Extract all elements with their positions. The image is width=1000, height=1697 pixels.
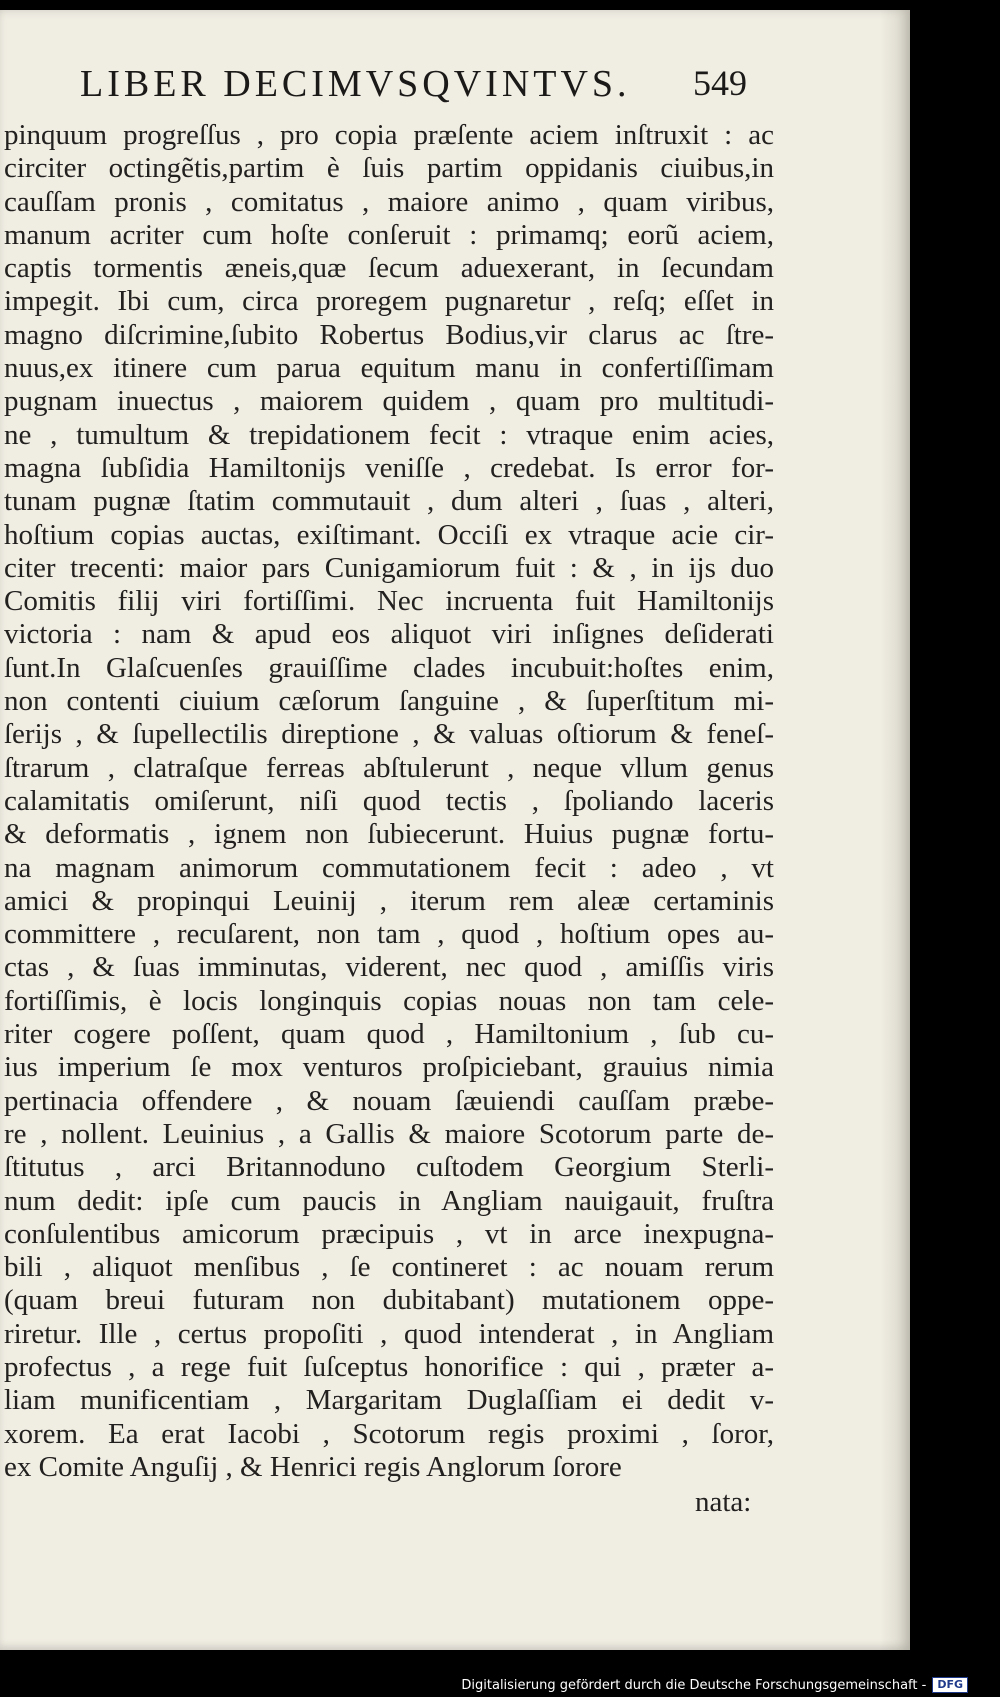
body-text: [4, 119, 774, 1484]
footer-credit: [461, 1677, 968, 1693]
text-line: non contenti ciuium cæſorum ſanguine , & ſuperſtitum mi-: [4, 685, 774, 718]
dfg-logo: DFG: [932, 1677, 968, 1693]
text-line: pugnam inuectus , maiorem quidem , quam pro multitudi-: [4, 385, 774, 418]
text-line: na magnam animorum commutationem fecit : adeo , vt: [4, 851, 774, 884]
text-line: nuus,ex itinere cum parua equitum manu in confertiſſimam: [4, 352, 774, 385]
text-line: impegit. Ibi cum, circa proregem pugnaretur , reſq; eſſet in: [4, 285, 774, 318]
footer-text: Digitalisierung gefördert durch die Deutsche Forschungsgemeinschaft -: [461, 1677, 927, 1693]
text-line: ſunt.In Glaſcuenſes grauiſſime clades incubuit:hoſtes enim,: [4, 651, 774, 684]
book-page: [0, 10, 910, 1650]
text-line: (quam breui futuram non dubitabant) mutationem oppe-: [4, 1284, 774, 1317]
text-line: bili , aliquot menſibus , ſe contineret : ac nouam rerum: [4, 1251, 774, 1284]
text-line: magna ſubſidia Hamiltonijs veniſſe , credebat. Is error for-: [4, 451, 774, 484]
text-line: & deformatis , ignem non ſubiecerunt. Huius pugnæ fortu-: [4, 818, 774, 851]
text-line: ne , tumultum & trepidationem fecit : vtraque enim acies,: [4, 418, 774, 451]
catchword: nata:: [695, 1486, 752, 1518]
text-line: re , nollent. Leuinius , a Gallis & maiore Scotorum parte de-: [4, 1117, 774, 1150]
text-line: ctas , & ſuas imminutas, viderent, nec quod , amiſſis viris: [4, 951, 774, 984]
text-line: conſulentibus amicorum præcipuis , vt in arce inexpugna-: [4, 1217, 774, 1250]
text-line: victoria : nam & apud eos aliquot viri inſignes deſiderati: [4, 618, 774, 651]
text-line: pertinacia offendere , & nouam ſæuiendi cauſſam præbe-: [4, 1084, 774, 1117]
text-line: Comitis filij viri fortiſſimi. Nec incruenta fuit Hamiltonijs: [4, 585, 774, 618]
text-line: amici & propinqui Leuinij , iterum rem aleæ certaminis: [4, 884, 774, 917]
text-line: hoſtium copias auctas, exiſtimant. Occiſi ex vtraque acie cir-: [4, 518, 774, 551]
text-line: riter cogere poſſent, quam quod , Hamiltonium , ſub cu-: [4, 1018, 774, 1051]
text-line: profectus , a rege fuit ſuſceptus honorifice : qui , præter a-: [4, 1350, 774, 1383]
text-line: xorem. Ea erat Iacobi , Scotorum regis proximi , ſoror,: [4, 1417, 774, 1450]
text-line: num dedit: ipſe cum paucis in Angliam nauigauit, fruſtra: [4, 1184, 774, 1217]
text-line: liam munificentiam , Margaritam Duglaſſiam ei dedit v-: [4, 1384, 774, 1417]
text-line: manum acriter cum hoſte conſeruit : primamq; eorũ aciem,: [4, 218, 774, 251]
text-line: committere , recuſarent, non tam , quod , hoſtium opes au-: [4, 918, 774, 951]
text-line: citer trecenti: maior pars Cunigamiorum fuit : & , in ijs duo: [4, 551, 774, 584]
text-line: ſtitutus , arci Britannoduno cuſtodem Georgium Sterli-: [4, 1151, 774, 1184]
text-line: ex Comite Anguſij , & Henrici regis Anglorum ſorore: [4, 1450, 622, 1483]
text-line: fortiſſimis, è locis longinquis copias nouas non tam cele-: [4, 984, 774, 1017]
text-line: cauſſam pronis , comitatus , maiore animo , quam viribus,: [4, 185, 774, 218]
text-line: ſtrarum , clatraſque ferreas abſtulerunt , neque vllum genus: [4, 751, 774, 784]
text-line: ſerijs , & ſupellectilis direptione , & valuas oſtiorum & feneſ-: [4, 718, 774, 751]
text-line: ius imperium ſe mox venturos proſpiciebant, grauius nimia: [4, 1051, 774, 1084]
text-line: pinquum progreſſus , pro copia præſente aciem inſtruxit : ac: [4, 119, 774, 151]
text-line: captis tormentis æneis,quæ ſecum aduexerant, in ſecundam: [4, 252, 774, 285]
text-line: magno diſcrimine,ſubito Robertus Bodius,vir clarus ac ſtre-: [4, 318, 774, 351]
text-line: riretur. Ille , certus propoſiti , quod intenderat , in Angliam: [4, 1317, 774, 1350]
page-number: 549: [693, 63, 747, 103]
text-line: circiter octingẽtis,partim è ſuis partim oppidanis ciuibus,in: [4, 152, 774, 185]
running-head: LIBER DECIMVSQVINTVS.: [80, 63, 631, 105]
text-line: calamitatis omiſerunt, niſi quod tectis , ſpoliando laceris: [4, 784, 774, 817]
text-line: tunam pugnæ ſtatim commutauit , dum alteri , ſuas , alteri,: [4, 485, 774, 518]
